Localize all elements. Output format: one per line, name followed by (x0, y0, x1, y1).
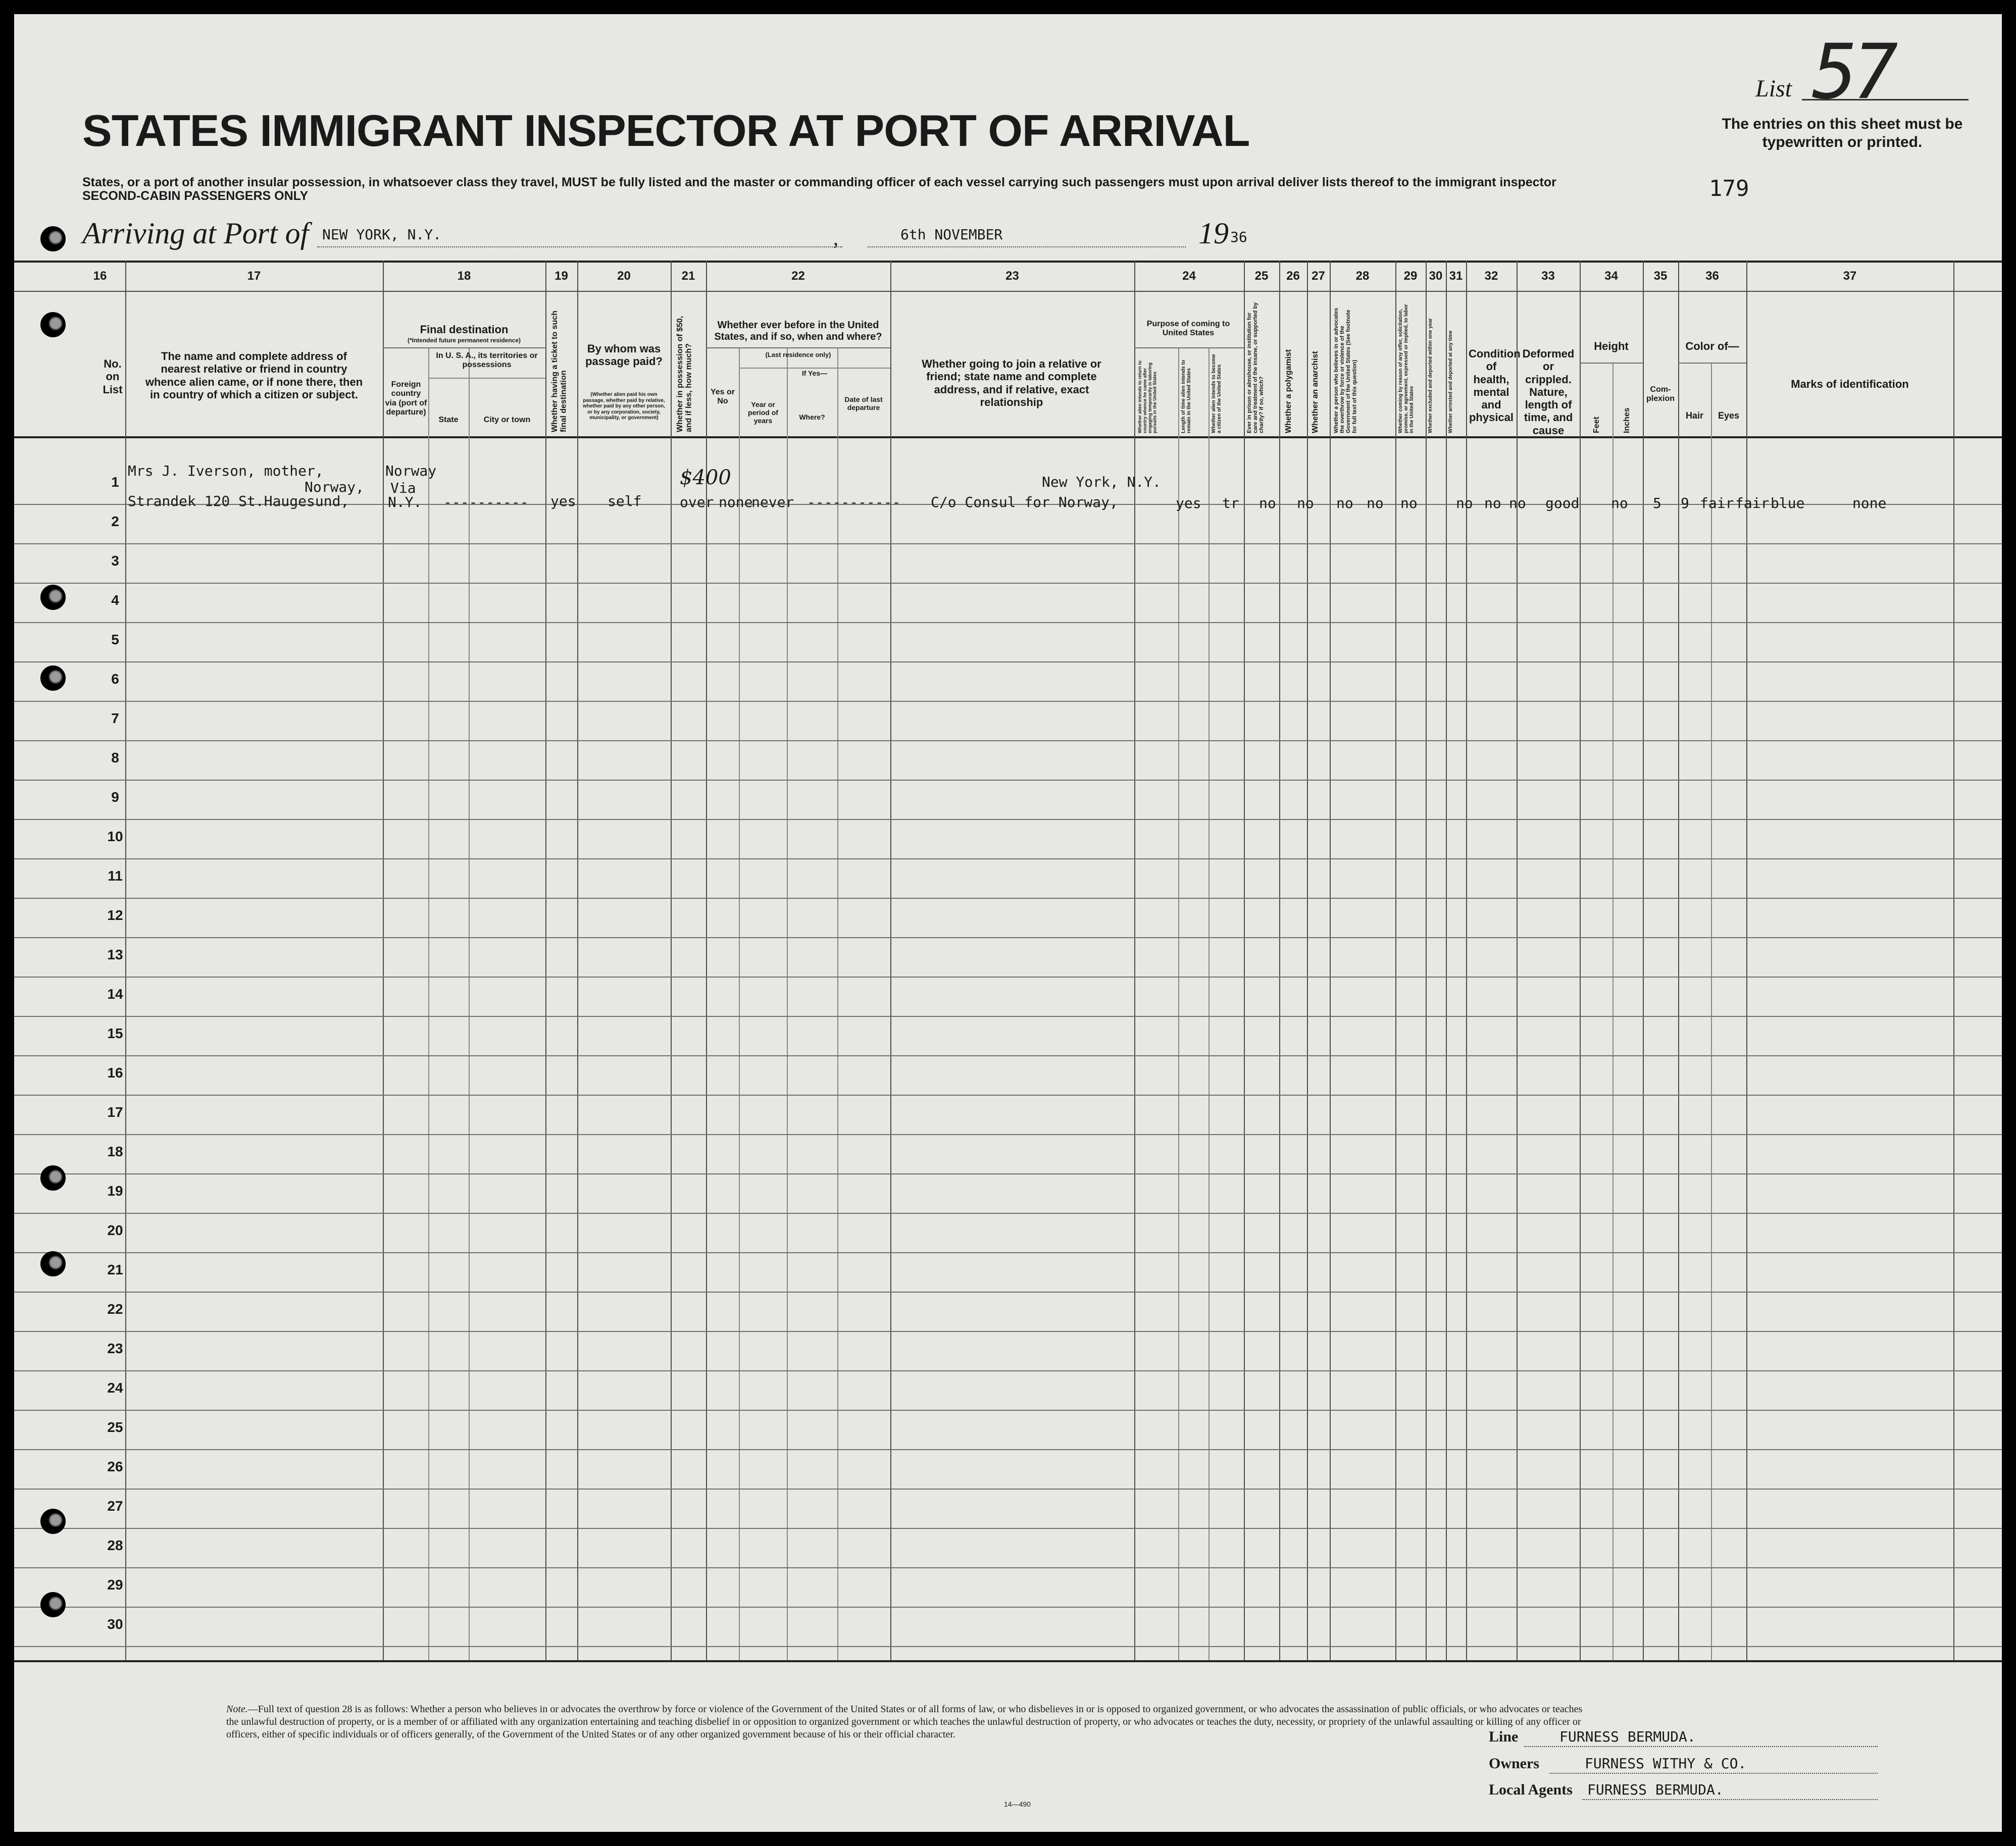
port-value: NEW YORK, N.Y. (322, 226, 442, 243)
colnum-22: 22 (791, 269, 805, 283)
entry-citizen: no (1259, 495, 1276, 511)
row-number: 4 (111, 592, 119, 608)
header-nearest-relative: The name and complete address of nearest relative or friend in country whence alien came, or if none there, then in country of which a citizen or subject. (145, 350, 363, 401)
header-final-destination-note: (*Intended future permanent residence) (407, 337, 521, 344)
entry-health: good (1545, 495, 1580, 511)
colnum-21: 21 (681, 269, 695, 283)
owners-underline (1549, 1773, 1878, 1774)
punch-hole (40, 585, 66, 610)
entry-foreign-country: Norway (385, 463, 437, 479)
header-purpose: Purpose of coming to United States (1146, 320, 1230, 338)
row-line (14, 1055, 2002, 1056)
port-underline (317, 246, 842, 247)
header-city: City or town (483, 416, 531, 424)
row-number: 6 (111, 671, 119, 687)
entry-join-line1: New York, N.Y. (1042, 474, 1162, 490)
row-line (14, 740, 2002, 741)
header-deformed: Deformed or crippled. Nature, length of time, and cause (1522, 347, 1575, 437)
form-number: 14—490 (1004, 1800, 1031, 1808)
punch-hole (40, 665, 66, 691)
row-number: 22 (107, 1301, 123, 1317)
header-ticket: Whether having a ticket to such final destination (550, 311, 568, 432)
list-number: 57 (1812, 28, 1893, 116)
colnum-29: 29 (1403, 269, 1418, 283)
row-line (14, 543, 2002, 544)
colnum-23: 23 (1005, 269, 1019, 283)
header-offer: Whether coming by reason of any offer, solicitation, promise, or agreement, expressed or implied, to labor in the United States (1398, 304, 1415, 433)
entry-anarchist: no (1367, 495, 1384, 511)
footer-note (226, 1703, 1590, 1741)
entry-before-prefix: none (719, 494, 753, 510)
entry-length: tr (1222, 495, 1239, 511)
row-line (14, 977, 2002, 978)
colnum-31: 31 (1449, 269, 1463, 283)
header-years: Year or period of years (748, 400, 778, 425)
footer-note-text: —Full text of question 28 is as follows: Whether a person who believes in or advocates the overthrow by force or violence of the Government of the United States or of all forms of law, or who disbelieves in or is opposed to organized government, or who advocates the assassination of public officials, or who advocates or teaches the unlawful destruction of property, or is a member of or affiliated with any organization entertaining and teaching disbelief in or opposition to organized government or which teaches the unlawful destruction of property, or who advocates or teaches the duty, necessity, or propriety of the unlawful assaulting or killing of any officer or officers, either of specific individuals or of officers generally, of the Government of the United States or of any other organized government because of his or their official character. (226, 1704, 1583, 1740)
row-number: 8 (111, 750, 119, 765)
colnum-25: 25 (1254, 269, 1269, 283)
entry-return: yes (1176, 495, 1201, 511)
header-polygamist: Whether a polygamist (1284, 349, 1293, 433)
row-line (14, 701, 2002, 702)
owners-value: FURNESS WITHY & CO. (1585, 1755, 1747, 1772)
header-inches: Inches (1623, 407, 1631, 433)
colnum-20: 20 (617, 269, 631, 283)
row-number: 1 (111, 474, 119, 490)
colnum-37: 37 (1843, 269, 1857, 283)
page-title: STATES IMMIGRANT INSPECTOR AT PORT OF ARRIVAL (82, 106, 1250, 156)
colnum-16: 16 (93, 269, 107, 283)
row-number: 3 (111, 553, 119, 569)
punch-hole (40, 312, 66, 337)
header-complexion: Com- plexion (1646, 385, 1675, 403)
row-number: 20 (107, 1222, 123, 1238)
punch-hole (40, 1592, 66, 1617)
comma: , (833, 227, 838, 249)
year-suffix: 36 (1230, 229, 1247, 245)
row-number: 28 (107, 1537, 123, 1553)
punch-hole (40, 1165, 66, 1191)
agents-value: FURNESS BERMUDA. (1587, 1781, 1724, 1798)
row-line (14, 1292, 2002, 1293)
arriving-label: Arriving at Port of (82, 217, 309, 250)
row-number: 2 (111, 514, 119, 529)
row-number: 7 (111, 710, 119, 726)
entry-join-line2: C/o Consul for Norway, (931, 494, 1118, 510)
agents-underline (1582, 1799, 1878, 1800)
row-number: 27 (107, 1498, 123, 1514)
entry-excluded: no (1484, 495, 1501, 511)
row-number: 30 (107, 1616, 123, 1632)
entry-hair: fair (1735, 495, 1770, 511)
subtitle-line2: SECOND-CABIN PASSENGERS ONLY (82, 189, 309, 203)
year-prefix: 19 (1198, 217, 1229, 250)
row-line (14, 937, 2002, 938)
header-marks: Marks of identification (1791, 378, 1909, 390)
header-health: Condition of health, mental and physical (1469, 347, 1521, 424)
header-passage-paid-note: (Whether alien paid his own passage, whether paid by relative, whether paid by any other person, or by any corporation, society, municipality, or government) (583, 392, 665, 421)
row-number: 19 (107, 1183, 123, 1199)
row-number: 29 (107, 1577, 123, 1593)
header-purpose-length: Length of time alien intends to remain in the United States (1181, 360, 1192, 433)
row-number: 13 (107, 947, 123, 962)
table-numbers-border (14, 291, 2002, 292)
row-number: 9 (111, 789, 119, 805)
entry-offer: no (1456, 495, 1473, 511)
row-number: 26 (107, 1459, 123, 1474)
line-underline (1524, 1746, 1878, 1747)
entry-feet: 5 (1653, 495, 1661, 511)
agents-label: Local Agents (1489, 1781, 1573, 1798)
header-state: State (438, 416, 459, 424)
colnum-26: 26 (1286, 269, 1300, 283)
owners-label: Owners (1489, 1755, 1539, 1772)
typewritten-note: The entries on this sheet must be typewritten or printed. (1722, 116, 1963, 150)
entry-relative-line1: Mrs J. Iverson, mother, (128, 463, 324, 479)
header-foreign-country: Foreign country via (port of departure) (385, 380, 427, 417)
row-line (14, 1173, 2002, 1174)
header-purpose-citizen: Whether alien intends to become a citizen of the United States (1211, 354, 1222, 433)
row-number: 21 (107, 1262, 123, 1277)
entry-ticket: yes (550, 493, 576, 509)
row-line (14, 1449, 2002, 1450)
row-line (14, 622, 2002, 623)
header-date-departure: Date of last departure (844, 395, 883, 412)
row-line (14, 780, 2002, 781)
entry-relative-line2: Strandek 120 St.Haugesund, (128, 493, 349, 509)
entry-overthrow: no (1400, 495, 1418, 511)
row-line (14, 819, 2002, 820)
punch-hole (40, 1251, 66, 1276)
row-number: 5 (111, 632, 119, 647)
header-color-of: Color of— (1685, 340, 1739, 352)
row-line (14, 1331, 2002, 1332)
row-number: 10 (107, 829, 123, 844)
row-line (14, 1134, 2002, 1135)
row-number: 15 (107, 1025, 123, 1041)
colnum-35: 35 (1653, 269, 1668, 283)
entry-polygamist: no (1336, 495, 1353, 511)
manifest-sheet (14, 14, 2002, 1832)
table-header-bottom (14, 436, 2002, 438)
row-line (14, 661, 2002, 662)
entry-marks: none (1852, 495, 1887, 511)
row-line (14, 1489, 2002, 1490)
row-number: 14 (107, 986, 123, 1002)
header-prison: Ever in prison or almshouse, or institution for care and treatment of the insane, or supported by charity? If so, which? (1246, 302, 1265, 433)
row-line (14, 898, 2002, 899)
row-line (14, 1528, 2002, 1529)
header-in-usa: In U. S. A., its territories or possessions (436, 351, 538, 370)
row-line (14, 583, 2002, 584)
row-number: 18 (107, 1144, 123, 1159)
row-line (14, 1095, 2002, 1096)
colnum-36: 36 (1705, 269, 1719, 283)
row-number: 23 (107, 1341, 123, 1356)
entry-eyes: blue (1771, 495, 1805, 511)
colnum-30: 30 (1429, 269, 1443, 283)
entry-complexion: fair (1700, 495, 1734, 511)
header-ever-before-note: (Last residence only) (765, 351, 831, 358)
entry-paid-by: self (608, 493, 642, 509)
subtitle-line1: States, or a port of another insular possession, in whatsoever class they travel, MUST be fully listed and the master or commanding officer of each vessel carrying such passengers must upon arrival deliver lists thereof to the immigrant inspector (82, 175, 1556, 189)
row-line (14, 1252, 2002, 1253)
row-line (14, 1213, 2002, 1214)
row-number: 25 (107, 1419, 123, 1435)
row-number: 17 (107, 1104, 123, 1120)
header-if-yes: If Yes— (801, 369, 828, 377)
header-excluded: Whether excluded and deported within one year (1428, 318, 1433, 433)
row-line (14, 1646, 2002, 1647)
colnum-33: 33 (1541, 269, 1555, 283)
header-going-to-join: Whether going to join a relative or friend; state name and complete address, and if relative, exact relationship (922, 357, 1101, 408)
table-top-border (14, 261, 2002, 263)
header-no-on-list: No. on List (103, 357, 123, 396)
date-underline (868, 246, 1186, 247)
entry-dash-state: ---------- (443, 494, 529, 510)
header-final-destination: Final destination (420, 323, 509, 336)
table-bottom-border (14, 1660, 2002, 1662)
colnum-24: 24 (1182, 269, 1196, 283)
punch-hole (40, 226, 66, 251)
entry-arrested: no (1509, 495, 1526, 511)
colnum-34: 34 (1604, 269, 1618, 283)
colnum-27: 27 (1312, 269, 1325, 283)
line-label: Line (1489, 1728, 1519, 1745)
header-where: Where? (799, 413, 825, 421)
row-line (14, 1410, 2002, 1411)
header-purpose-return: Whether alien intends to return to country whence he came after engaging temporarily in laboring pursuits in the United States (1137, 360, 1157, 433)
header-hair: Hair (1685, 411, 1703, 421)
row-number: 12 (107, 907, 123, 923)
line-value: FURNESS BERMUDA. (1559, 1728, 1696, 1745)
row-number: 24 (107, 1380, 123, 1396)
row-number: 16 (107, 1065, 123, 1081)
sheet-number: 179 (1709, 176, 1749, 201)
header-arrested: Whether arrested and deported at any time (1448, 330, 1453, 433)
header-anarchist: Whether an anarchist (1311, 351, 1320, 433)
date-value: 6th NOVEMBER (900, 226, 1003, 243)
footer-note-label: Note. (226, 1704, 248, 1715)
entry-via: Via (390, 480, 416, 496)
header-feet: Feet (1592, 417, 1601, 433)
colnum-18: 18 (457, 269, 471, 283)
colnum-28: 28 (1355, 269, 1370, 283)
entry-before-us: never (751, 494, 794, 510)
colnum-19: 19 (555, 269, 568, 283)
header-ever-before: Whether ever before in the United States, and if so, when and where? (714, 320, 882, 342)
row-line (14, 1016, 2002, 1017)
entry-via-port: N.Y. (388, 494, 422, 510)
header-passage-paid: By whom was passage paid? (585, 342, 663, 368)
entry-money-over: over (680, 494, 714, 510)
entry-money: $400 (680, 466, 731, 489)
row-number: 11 (108, 868, 123, 884)
entry-inches: 9 (1681, 495, 1689, 511)
row-line (14, 858, 2002, 859)
header-overthrow: Whether a person who believes in or advocates the overthrow by force or violence of the Government of the United States (See footnote for full text of this question) (1333, 307, 1358, 433)
entry-prison: no (1297, 495, 1314, 511)
list-label: List (1755, 75, 1792, 102)
entry-dash-before: ----------- (807, 494, 901, 510)
row-line (14, 1370, 2002, 1371)
colnum-32: 32 (1484, 269, 1498, 283)
punch-hole (40, 1509, 66, 1534)
entry-relative-country: Norway, (305, 479, 365, 495)
entry-deformed: no (1611, 495, 1628, 511)
row-line (14, 1567, 2002, 1568)
header-yes-no: Yes or No (710, 388, 735, 406)
colnum-17: 17 (247, 269, 261, 283)
header-height: Height (1594, 340, 1629, 352)
header-eyes: Eyes (1718, 411, 1740, 421)
row-line (14, 1607, 2002, 1608)
header-possession-50: Whether in possession of $50, and if less, how much? (676, 316, 693, 432)
